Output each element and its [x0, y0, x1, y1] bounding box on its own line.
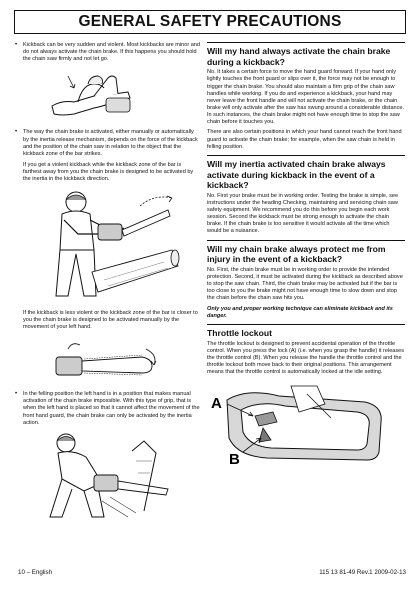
faq-answer-extra: There are also certain positions in which your hand cannot reach the front hand guard to activate the chain brake; for example, when the saw chain is held in felling position. [207, 129, 402, 150]
footer-doc-ref: 115 13 81-49 Rev.1 2009-02-13 [319, 569, 406, 576]
label-a: A [211, 395, 222, 413]
section-heading: Throttle lockout [207, 327, 272, 338]
operator-kickback-illustration [32, 188, 182, 306]
faq-hand-activation [207, 42, 405, 151]
faq-question: Will my chain brake always protect me from injury in the event of a kickback? [207, 243, 386, 265]
label-b: B [229, 451, 240, 467]
throttle-lockout-section [207, 324, 405, 376]
page-title: GENERAL SAFETY PRECAUTIONS [78, 13, 342, 30]
para-violent-kickback: If you get a violent kickback while the kickback zone of the bar is farthest away from you the chain brake is designed to be activated by the inertia in the kickback direction. [23, 162, 194, 183]
felling-position-illustration [32, 431, 182, 523]
bullet-felling-position: • In the felling position the left hand is in a position that makes manual activation of the chain brake impossible. With this type of grip, that is when the left hand is placed so that it cannot affect the movement of the front hand guard, the chain brake can only be activated by the inertia action. [14, 391, 200, 427]
bar-kickback-zone-illustration [50, 337, 160, 387]
page-header [14, 10, 406, 34]
faq-answer: No. First, the chain brake must be in working order to provide the intended protection. Second, it must be activated during the kickback as described above to stop the saw chain. Third, the chain brake may be activated but if the bar is too close to you the brake might not have enough time to slow down and stop the chain before the chain saw hits you. [207, 266, 403, 302]
para-less-violent-kickback: If the kickback is less violent or the kickback zone of the bar is closer to you the chain brake is designed to be activated manually by the movement of your left hand. [23, 309, 198, 330]
footer-page-number: 10 – English [18, 569, 53, 576]
left-column [14, 42, 200, 523]
throttle-lockout-text: The throttle lockout is designed to prevent accidental operation of the throttle control. When you press the lock (A) (i.e. when you grasp the handle) it releases the throttle control (B). When you release the handle the throttle control and the throttle lockout both move back to their original positions. This arrangement means that the throttle control is automatically locked at the idle setting. [207, 340, 405, 376]
faq-question: Will my hand always activate the chain brake during a kickback? [207, 46, 391, 67]
kickback-hand-illustration [48, 66, 138, 126]
right-column [207, 42, 405, 466]
throttle-lockout-illustration [207, 382, 397, 466]
bullet-brake-activation: • The way the chain brake is activated, either manually or automatically by the inertia release mechanism, depends on the force of the kickback and the position of the chain saw in relation to the object that the kickback zone of the bar strikes. [14, 129, 200, 158]
faq-question: Will my inertia activated chain brake always activate during kickback in the event of a kickback? [207, 158, 386, 191]
faq-brake-protection [207, 240, 405, 320]
kickback-warning-note: Only you and proper working technique can eliminate kickback and its danger. [207, 305, 393, 319]
bullet-kickback-sudden: • Kickback can be very sudden and violent. Most kickbacks are minor and do not always activate the chain brake. If this happens you should hold the chain saw firmly and not let go. [14, 42, 200, 63]
faq-answer: No. First your brake must be in working order. Testing the brake is simple, see instructions under the heading Checking, maintaining and servicing chain saw safety equipment. We recommend you do this before you begin each work session. Second the kickback must be strong enough to activate the chain brake. If the chain brake is too sensitive it would activate all the time which would be a nuisance. [207, 192, 399, 235]
faq-inertia-brake [207, 155, 405, 236]
faq-answer: No. It takes a certain force to move the hand guard forward. If your hand only lightly touches the front guard or slips over it, the force may not be enough to trigger the chain brake. You should also maintain a firm grip of the chain saw handles while working. If you do and experience a kickback, your hand may never leave the front handle and will not activate the chain brake, or the chain brake will only activate after the saw has swung around a considerable distance. In such instances, the chain brake might not have enough time to stop the saw chain before it touches you. [207, 69, 405, 126]
